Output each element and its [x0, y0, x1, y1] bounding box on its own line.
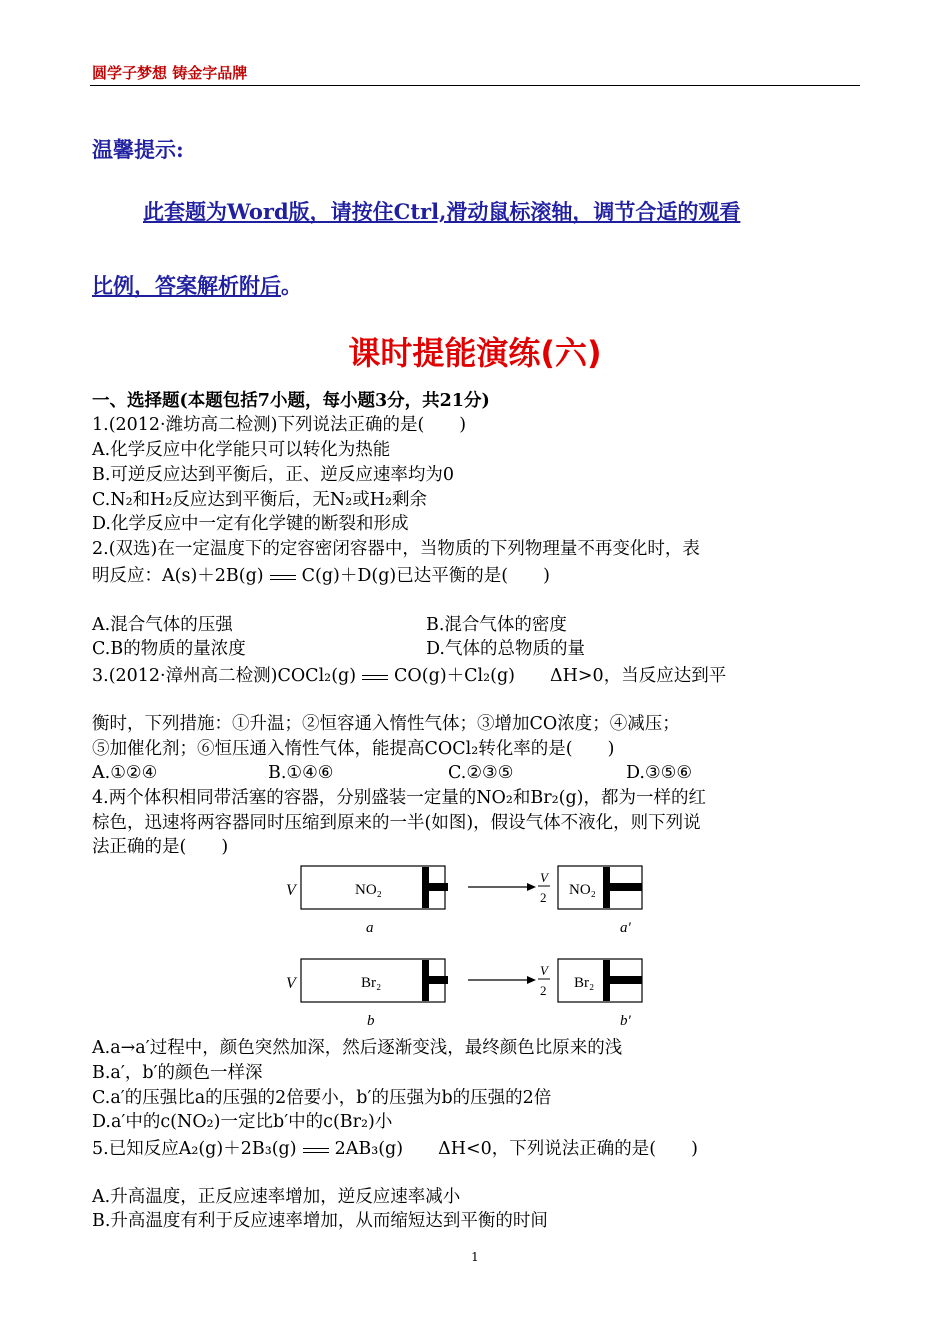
q2-option-d: D.气体的总物质的量	[426, 639, 585, 659]
piston-b-prime	[603, 960, 610, 1001]
q1-stem: 1.(2012·潍坊高二检测)下列说法正确的是( )	[92, 415, 467, 435]
q3-option-c: C.②③⑤	[448, 763, 514, 783]
q2-products: C(g)＋D(g)已达平衡的是( )	[301, 566, 550, 586]
volume-label-b: V	[286, 975, 296, 992]
caption-a: a	[366, 920, 374, 936]
q1-option-c: C.N₂和H₂反应达到平衡后，无N₂或H₂剩余	[92, 490, 428, 510]
q3-stem-1	[92, 664, 726, 688]
half-num-a: V	[540, 870, 548, 885]
q3-products: CO(g)＋Cl₂(g) ΔH>0，当反应达到平	[394, 666, 727, 686]
q2-stem-2	[92, 564, 550, 588]
piston-b	[422, 960, 429, 1001]
piston-rod-b-prime	[610, 976, 642, 984]
caption-b: b	[367, 1013, 375, 1029]
half-num-b: V	[540, 963, 548, 978]
tip-line-2-text: 比例，答案解析附后	[92, 273, 281, 298]
half-den-b: 2	[540, 983, 547, 998]
equilibrium-arrow-icon	[360, 669, 390, 685]
caption-a-prime: a′	[620, 920, 631, 936]
piston-rod-a	[429, 883, 448, 891]
gas-label-b-prime: Br₂	[574, 975, 595, 991]
caption-b-prime: b′	[620, 1013, 631, 1029]
gas-label-a: NO₂	[355, 882, 382, 898]
q5-reactants: 5.已知反应A₂(g)＋2B₃(g)	[92, 1139, 297, 1159]
q2-option-a: A.混合气体的压强	[92, 615, 233, 635]
q2-option-c: C.B的物质的量浓度	[92, 639, 246, 659]
header-divider	[90, 85, 860, 86]
tip-heading: 温馨提示:	[92, 137, 184, 162]
q1-option-a: A.化学反应中化学能只可以转化为热能	[92, 440, 391, 460]
q2-stem-1: 2.(双选)在一定温度下的定容密闭容器中，当物质的下列物理量不再变化时，表	[92, 539, 700, 559]
volume-label-a: V	[286, 882, 296, 899]
arrow-head-icon	[527, 976, 536, 984]
q5-option-a: A.升高温度，正反应速率增加，逆反应速率减小	[92, 1187, 461, 1207]
section-heading: 一、选择题(本题包括7小题，每小题3分，共21分)	[92, 391, 490, 411]
piston-diagram	[282, 858, 682, 1033]
tip-line-1: 此套题为Word版，请按住Ctrl,滑动鼠标滚轴，调节合适的观看	[143, 199, 741, 224]
q4-stem-2: 棕色，迅速将两容器同时压缩到原来的一半(如图)，假设气体不液化，则下列说	[92, 813, 701, 833]
q4-stem-1: 4.两个体积相同带活塞的容器，分别盛装一定量的NO₂和Br₂(g)，都为一样的红	[92, 788, 706, 808]
q4-option-d: D.a′中的c(NO₂)一定比b′中的c(Br₂)小	[92, 1112, 393, 1132]
q1-option-b: B.可逆反应达到平衡后，正、逆反应速率均为0	[92, 465, 455, 485]
equilibrium-arrow-icon	[268, 569, 298, 585]
q4-option-c: C.a′的压强比a的压强的2倍要小，b′的压强为b的压强的2倍	[92, 1088, 552, 1108]
q3-reactant: 3.(2012·漳州高二检测)COCl₂(g)	[92, 666, 357, 686]
tip-line-2-end: 。	[281, 273, 302, 298]
piston-a-prime	[603, 867, 610, 908]
piston-rod-b	[429, 976, 448, 984]
q4-stem-3: 法正确的是( )	[92, 837, 229, 857]
gas-label-b: Br₂	[361, 975, 382, 991]
q4-option-b: B.a′，b′的颜色一样深	[92, 1063, 263, 1083]
q3-option-d: D.③⑤⑥	[626, 763, 693, 783]
q3-stem-3: ⑤加催化剂；⑥恒压通入惰性气体，能提高COCl₂转化率的是( )	[92, 739, 615, 759]
half-den-a: 2	[540, 890, 547, 905]
q3-option-a: A.①②④	[92, 763, 158, 783]
q4-option-a: A.a→a′过程中，颜色突然加深，然后逐渐变浅，最终颜色比原来的浅	[92, 1038, 623, 1058]
q5-option-b: B.升高温度有利于反应速率增加，从而缩短达到平衡的时间	[92, 1211, 548, 1231]
arrow-head-icon	[527, 883, 536, 891]
equilibrium-arrow-icon	[301, 1142, 331, 1158]
q1-option-d: D.化学反应中一定有化学键的断裂和形成	[92, 514, 409, 534]
header-slogan: 圆学子梦想 铸金字品牌	[92, 64, 248, 82]
q2-option-b: B.混合气体的密度	[426, 615, 567, 635]
q3-stem-2: 衡时，下列措施：①升温；②恒容通入惰性气体；③增加CO浓度；④减压；	[92, 714, 680, 734]
page-title: 课时提能演练(六)	[348, 334, 602, 372]
piston-a	[422, 867, 429, 908]
q3-option-b: B.①④⑥	[268, 763, 334, 783]
tip-line-2	[92, 270, 302, 300]
q5-stem	[92, 1137, 698, 1161]
page-number: 1	[471, 1250, 479, 1264]
q2-reactants: 明反应：A(s)＋2B(g)	[92, 566, 264, 586]
gas-label-a-prime: NO₂	[569, 882, 596, 898]
piston-rod-a-prime	[610, 883, 642, 891]
q5-products: 2AB₃(g) ΔH<0，下列说法正确的是( )	[334, 1139, 698, 1159]
